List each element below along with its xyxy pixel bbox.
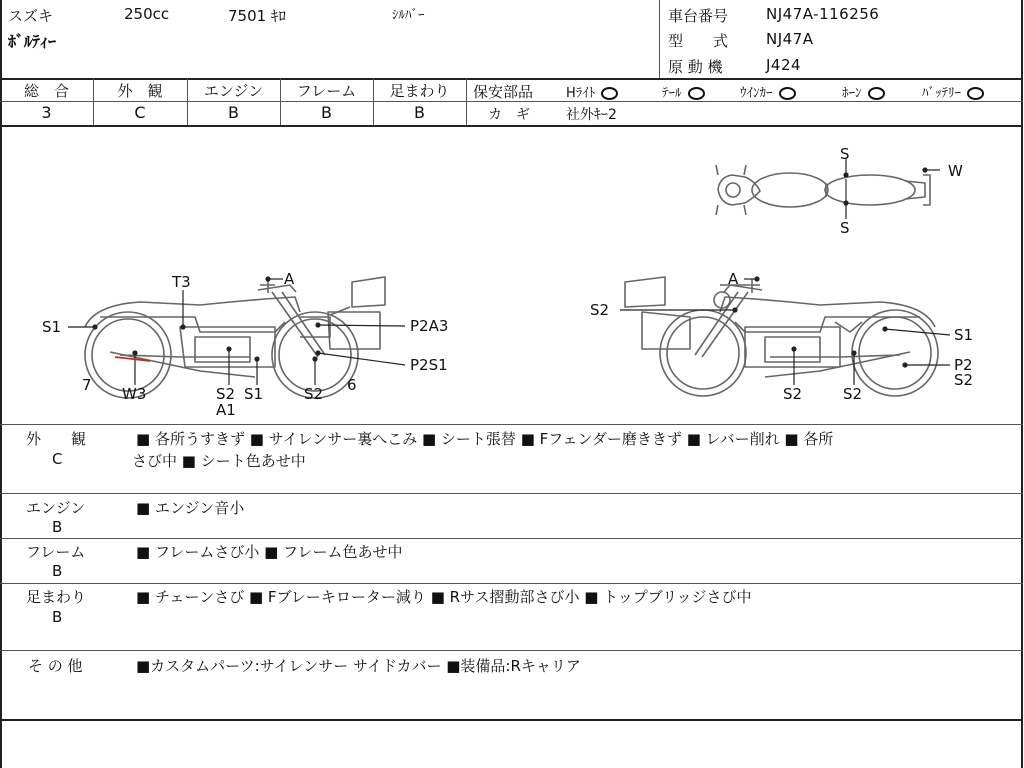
bike-top-view [716, 165, 930, 215]
engine-label: エンジン [203, 82, 264, 100]
diagram-label: S2 [783, 385, 803, 403]
diagram-label: S2 [590, 301, 610, 319]
displacement: 250cc [124, 5, 170, 23]
diagram-label: A1 [216, 401, 236, 419]
note-rule [0, 650, 1023, 651]
diagram-label: S2 [954, 371, 974, 389]
diagram-label: T3 [172, 273, 191, 291]
note-other-title: そ の 他 [28, 657, 83, 675]
maker-name: スズキ [8, 7, 54, 25]
note-exterior-text: ■ 各所うすきず ■ サイレンサー裏へこみ ■ シート張替 ■ Fフェンダー磨ききず ■ レバー削れ ■ 各所 [136, 430, 834, 448]
diagram-label: W [948, 162, 963, 180]
model-name: ﾎﾞﾙﾃｨｰ [8, 32, 57, 51]
note-frame-title: フレーム [26, 543, 86, 561]
diagram-label: S2 [304, 385, 324, 403]
overall-label: 総 合 [23, 82, 69, 100]
note-exterior-title: 外 観 [26, 430, 87, 448]
safety-winker [740, 82, 796, 101]
diagram-label: S1 [954, 326, 974, 344]
note-engine-title: エンジン [26, 499, 86, 517]
note-exterior-text-2: さび中 ■ シート色あせ中 [132, 452, 306, 470]
diagram-label: A [728, 270, 739, 288]
safety-battery [922, 82, 984, 101]
damage-diagram [0, 127, 1022, 424]
note-engine-text: ■ エンジン音小 [136, 499, 245, 517]
note-suspension-grade: B [52, 608, 63, 626]
suspension-label: 足まわり [389, 82, 450, 100]
diagram-label: S [840, 219, 850, 237]
ok-circle-icon [967, 87, 984, 100]
diagram-label: S [840, 145, 850, 163]
horn-label: ﾎｰﾝ [842, 86, 862, 101]
frame-number-label: 車台番号 [668, 7, 729, 25]
diagram-label: 6 [347, 376, 357, 394]
diagram-label: S1 [42, 318, 62, 336]
diagram-label: P2A3 [410, 317, 449, 335]
grade-divider-5 [466, 78, 467, 126]
note-rule [0, 538, 1023, 539]
model-type: NJ47A [766, 30, 814, 48]
header-divider [659, 0, 660, 78]
diagram-label: A [284, 270, 295, 288]
diagram-label: S1 [244, 385, 264, 403]
diagram-label: P2 [954, 356, 973, 374]
key-value: 社外ｷｰ2 [566, 107, 617, 123]
color: ｼﾙﾊﾞｰ [392, 8, 425, 23]
note-bottom-rule [0, 719, 1023, 721]
safety-horn [842, 82, 885, 101]
winker-label: ｳｲﾝｶｰ [740, 86, 773, 101]
bike-right-side-view [625, 277, 938, 396]
diagram-label: S2 [216, 385, 236, 403]
model-type-label: 型 式 [668, 32, 729, 50]
taillight-label: ﾃｰﾙ [662, 86, 682, 101]
frame-number: NJ47A-116256 [766, 5, 880, 23]
note-exterior-grade: C [52, 450, 63, 468]
diagram-label: P2S1 [410, 356, 448, 374]
engine-model-label: 原 動 機 [668, 58, 723, 76]
exterior-label: 外 観 [117, 82, 163, 100]
note-suspension-title: 足まわり [26, 588, 87, 606]
ok-circle-icon [688, 87, 705, 100]
diagram-label: S2 [843, 385, 863, 403]
safety-taillight [662, 82, 705, 101]
diagram-label: W3 [122, 385, 147, 403]
ok-circle-icon [601, 87, 618, 100]
note-engine-grade: B [52, 518, 63, 536]
safety-parts-label: 保安部品 [473, 83, 534, 101]
battery-label: ﾊﾞｯﾃﾘｰ [922, 86, 961, 101]
note-frame-grade: B [52, 562, 63, 580]
note-frame-text: ■ フレームさび小 ■ フレーム色あせ中 [136, 543, 403, 561]
exterior-grade: C [134, 103, 146, 122]
ok-circle-icon [868, 87, 885, 100]
frame-label: フレーム [296, 82, 357, 100]
safety-headlight [566, 82, 618, 101]
bike-left-side-view [85, 277, 385, 398]
headlight-label: Hﾗｲﾄ [566, 86, 596, 101]
suspension-grade: B [414, 103, 425, 122]
note-rule [0, 583, 1023, 584]
mileage: 7501 ｷﾛ [228, 7, 286, 25]
ok-circle-icon [779, 87, 796, 100]
overall-grade: 3 [41, 103, 52, 122]
diagram-label: 7 [82, 376, 92, 394]
engine-model: J424 [766, 56, 802, 74]
frame-grade: B [321, 103, 332, 122]
engine-grade: B [228, 103, 239, 122]
note-rule [0, 493, 1023, 494]
diagram-bottom-rule [0, 424, 1023, 425]
key-label: カ ギ [488, 107, 530, 123]
note-suspension-text: ■ チェーンさび ■ Fブレーキローター減り ■ Rサス摺動部さび小 ■ トップブリッジさび中 [136, 588, 752, 606]
note-other-text: ■カスタムパーツ:サイレンサー サイドカバー ■装備品:Rキャリア [136, 657, 581, 675]
